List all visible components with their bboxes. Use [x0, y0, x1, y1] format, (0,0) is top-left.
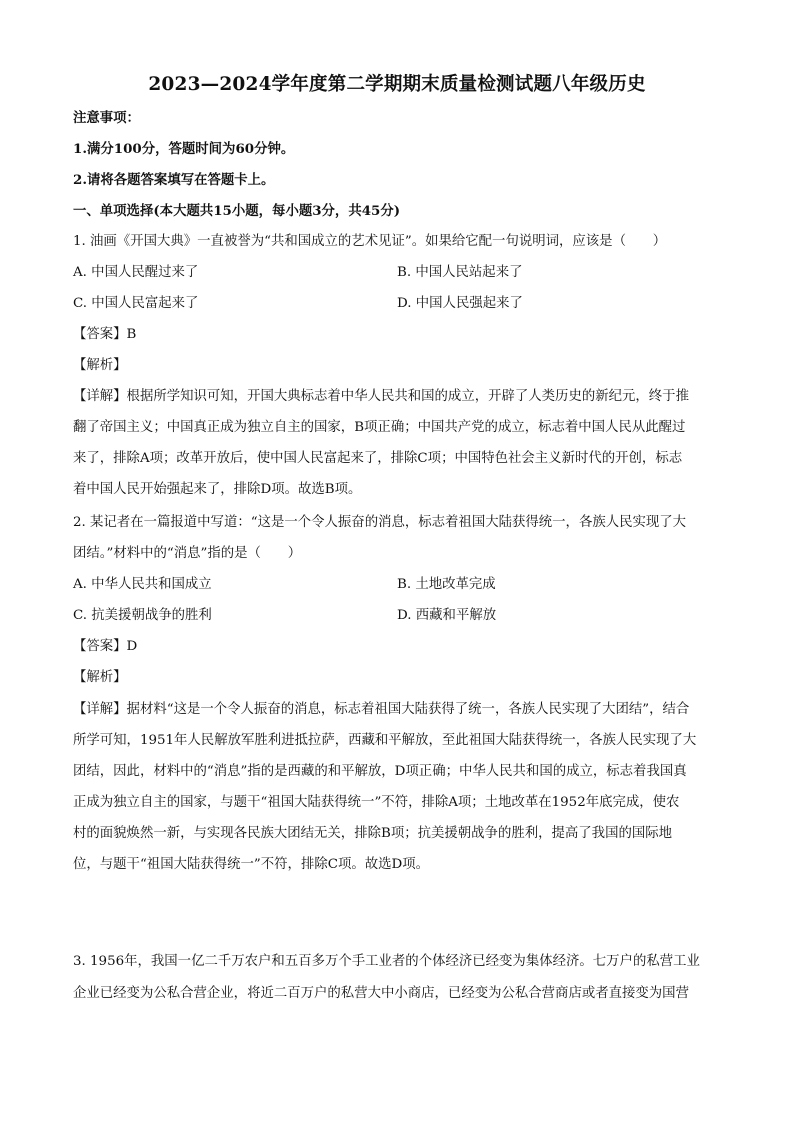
q2-option-c: C. 抗美援朝战争的胜利 [73, 608, 212, 623]
q2-option-d: D. 西藏和平解放 [397, 608, 497, 623]
q2-answer: 【答案】D [73, 639, 138, 654]
q2-detail-line: 所学可知，1951年人民解放军胜利进抵拉萨，西藏和平解放，至此祖国大陆获得统一，各族人民实现了大 [73, 733, 697, 748]
q3-stem-line: 企业已经变为公私合营企业，将近二百万户的私营大中小商店，已经变为公私合营商店或者直接变为国营 [73, 986, 689, 1001]
q2-option-a: A. 中华人民共和国成立 [73, 577, 212, 592]
q2-option-b: B. 土地改革完成 [397, 577, 496, 592]
q1-option-d: D. 中国人民强起来了 [397, 296, 523, 311]
q1-answer: 【答案】B [73, 327, 137, 342]
q2-stem-line: 2. 某记者在一篇报道中写道：“这是一个令人振奋的消息，标志着祖国大陆获得统一，各族人民实现了大 [73, 515, 687, 530]
q1-detail-line: 来了，排除A项；改革开放后，使中国人民富起来了，排除C项；中国特色社会主义新时代的开创，标志 [73, 451, 683, 466]
q1-option-b: B. 中国人民站起来了 [397, 265, 523, 280]
q1-detail-line: 着中国人民开始强起来了，排除D项。故选B项。 [73, 482, 362, 497]
q2-analysis-label: 【解析】 [73, 670, 127, 685]
q1-option-a: A. 中国人民醒过来了 [73, 265, 199, 280]
notice-heading: 注意事项： [73, 110, 140, 126]
q1-detail-line: 【详解】根据所学知识可知，开国大典标志着中华人民共和国的成立，开辟了人类历史的新纪元，终于推 [73, 389, 689, 404]
q2-stem-line: 团结。”材料中的“消息”指的是（ ） [73, 546, 302, 561]
q1-detail-line: 翻了帝国主义；中国真正成为独立自主的国家，B项正确；中国共产党的成立，标志着中国人民从此醒过 [73, 420, 686, 435]
q1-option-c: C. 中国人民富起来了 [73, 296, 199, 311]
q2-detail-line: 【详解】据材料“这是一个令人振奋的消息，标志着祖国大陆获得了统一，各族人民实现了大团结”，结合 [73, 702, 690, 717]
q1-stem: 1. 油画《开国大典》一直被誉为“共和国成立的艺术见证”。如果给它配一句说明词，应该是（ ） [73, 234, 667, 249]
q2-detail-line: 位，与题干“祖国大陆获得统一”不符，排除C项。故选D项。 [73, 857, 430, 872]
q3-stem-line: 3. 1956年，我国一亿二千万农户和五百多万个手工业者的个体经济已经变为集体经济。七万户的私营工业 [73, 954, 700, 969]
notice-item-1: 1.满分100分，答题时间为60分钟。 [73, 141, 295, 157]
notice-item-2: 2.请将各题答案填写在答题卡上。 [73, 172, 275, 188]
q2-detail-line: 正成为独立自主的国家，与题干“祖国大陆获得统一”不符，排除A项；土地改革在1952年底完成，使农 [73, 795, 680, 810]
q1-analysis-label: 【解析】 [73, 358, 127, 373]
q2-detail-line: 团结，因此，材料中的“消息”指的是西藏的和平解放，D项正确；中华人民共和国的成立，标志着我国真 [73, 764, 687, 779]
page-title: 2023—2024学年度第二学期期末质量检测试题八年级历史 [148, 74, 646, 95]
q2-detail-line: 村的面貌焕然一新，与实现各民族大团结无关，排除B项；抗美援朝战争的胜利，提高了我国的国际地 [73, 826, 673, 841]
section-heading: 一、单项选择(本大题共15小题，每小题3分，共45分) [73, 203, 401, 219]
